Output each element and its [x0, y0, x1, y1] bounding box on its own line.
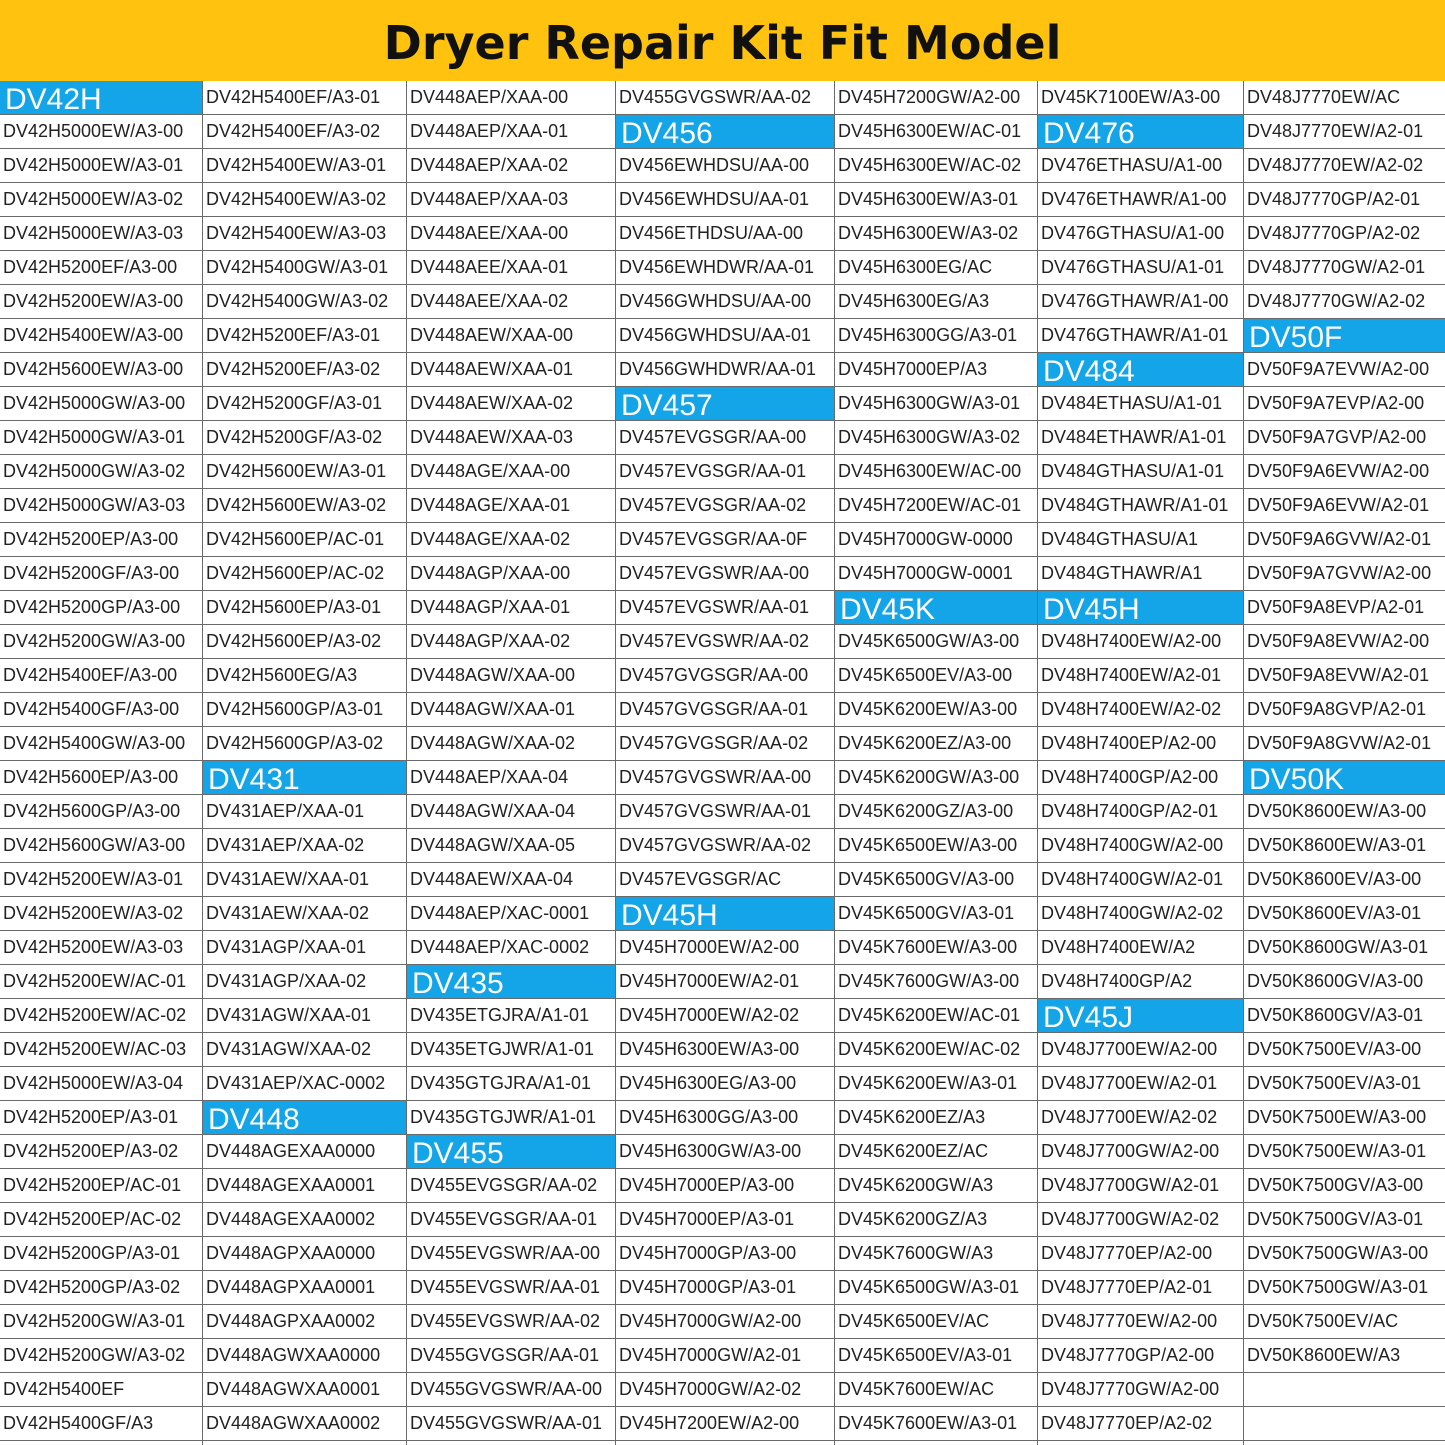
model-cell: DV448AGWXAA0002: [203, 1407, 406, 1441]
model-cell: DV45K7600EW/A3-01: [835, 1407, 1037, 1441]
model-cell: DV448AEW/XAA-01: [407, 353, 615, 387]
model-cell: DV42H5000GW/A3-00: [0, 387, 202, 421]
model-cell: DV48J7770GW/A2-01: [1244, 251, 1445, 285]
model-cell: DV50F9A8EVW/A2-00: [1244, 625, 1445, 659]
model-cell: DV45K6500EW/A3-00: [835, 829, 1037, 863]
model-cell: DV42H5600EP/A3-02: [203, 625, 406, 659]
model-cell: DV448AEP/XAC-0001: [407, 897, 615, 931]
model-cell: DV50F9A8EVP/A2-01: [1244, 591, 1445, 625]
model-cell: DV45H7000EW/A2-01: [616, 965, 834, 999]
model-cell: DV42H5200EW/AC-03: [0, 1033, 202, 1067]
model-cell: DV42H5600GP/A3-01: [203, 693, 406, 727]
model-cell: DV42H5000EW/A3-02: [0, 183, 202, 217]
model-cell: DV457GVGSWR/AA-00: [616, 761, 834, 795]
model-cell: DV455GVGSWR/AA-01: [407, 1407, 615, 1441]
model-cell: DV48J7770GW/A2-02: [1244, 285, 1445, 319]
model-cell: DV45K7600EW/AC: [835, 1373, 1037, 1407]
model-cell: DV448AGEXAA0001: [203, 1169, 406, 1203]
model-cell: DV457GVGSGR/AA-01: [616, 693, 834, 727]
model-cell: DV457EVGSGR/AA-02: [616, 489, 834, 523]
model-cell: DV48J7700GW/A2-00: [1038, 1135, 1243, 1169]
model-cell: DV45K6500EV/A3-01: [835, 1339, 1037, 1373]
model-cell: DV45H7200GW/A2-00: [835, 81, 1037, 115]
model-cell: DV448AGPXAA0002: [203, 1305, 406, 1339]
model-cell: DV42H5400EW/A3-02: [203, 183, 406, 217]
series-header: DV45H: [1038, 591, 1243, 625]
model-cell: DV42H5200EF/A3-01: [203, 319, 406, 353]
model-cell: DV50K8600EW/A3-00: [1244, 795, 1445, 829]
model-cell: DV431AGW/XAA-02: [203, 1033, 406, 1067]
model-cell: DV484GTHAWR/A1-01: [1038, 489, 1243, 523]
model-cell: DV50K7500EV/AC: [1244, 1305, 1445, 1339]
model-cell: DV48J7700EW/A2-02: [1038, 1101, 1243, 1135]
model-cell: DV42H5400EW/A3-03: [203, 217, 406, 251]
model-cell: DV42H5600EP/AC-02: [203, 557, 406, 591]
model-cell: DV42H5200GW/A3-01: [0, 1305, 202, 1339]
model-column: [407, 81, 616, 1445]
model-cell: DV45H6300EW/A3-02: [835, 217, 1037, 251]
model-cell: DV431AGW/XAA-01: [203, 999, 406, 1033]
model-cell: DV45H6300GW/A3-02: [835, 421, 1037, 455]
model-cell: DV431AEP/XAA-02: [203, 829, 406, 863]
model-cell: DV50F9A6GVW/A2-01: [1244, 523, 1445, 557]
model-cell: [1244, 1407, 1445, 1441]
model-cell: DV455GVGSWR/AA-00: [407, 1373, 615, 1407]
model-cell: DV435ETGJRA/A1-01: [407, 999, 615, 1033]
model-cell: DV45K6200EW/A3-01: [835, 1067, 1037, 1101]
model-cell: DV431AGP/XAA-01: [203, 931, 406, 965]
model-cell: DV448AGW/XAA-04: [407, 795, 615, 829]
series-header: DV42H: [0, 81, 202, 115]
model-cell: DV484GTHAWR/A1: [1038, 557, 1243, 591]
model-cell: DV45K6500GW/A3-00: [835, 625, 1037, 659]
model-cell: DV42H5200EW/AC-01: [0, 965, 202, 999]
title-banner: [0, 0, 1445, 81]
model-cell: DV457GVGSWR/AA-02: [616, 829, 834, 863]
series-header: DV45J: [1038, 999, 1243, 1033]
model-cell: DV457EVGSWR/AA-02: [616, 625, 834, 659]
model-cell: [1244, 1373, 1445, 1407]
model-cell: DV50K7500GV/A3-01: [1244, 1203, 1445, 1237]
model-cell: DV48H7400GP/A2-01: [1038, 795, 1243, 829]
model-cell: DV48J7770GW/A2-00: [1038, 1373, 1243, 1407]
model-cell: DV50K8600EW/A3: [1244, 1339, 1445, 1373]
model-cell: DV457GVGSGR/AA-00: [616, 659, 834, 693]
model-cell: DV45H7000GW/A2-01: [616, 1339, 834, 1373]
model-cell: DV45H6300EG/AC: [835, 251, 1037, 285]
model-cell: DV448AGW/XAA-00: [407, 659, 615, 693]
series-header: DV45H: [616, 897, 834, 931]
model-cell: DV448AEP/XAC-0002: [407, 931, 615, 965]
model-cell: DV456EWHDSU/AA-00: [616, 149, 834, 183]
model-cell: DV448AGE/XAA-00: [407, 455, 615, 489]
model-cell: DV435GTGJRA/A1-01: [407, 1067, 615, 1101]
model-column: [835, 81, 1038, 1445]
model-cell: DV45K6200EW/AC-02: [835, 1033, 1037, 1067]
model-cell: DV456GWHDWR/AA-01: [616, 353, 834, 387]
model-cell: DV476GTHAWR/A1-00: [1038, 285, 1243, 319]
series-header: DV45K: [835, 591, 1037, 625]
model-cell: DV48H7400GW/A2-02: [1038, 897, 1243, 931]
model-cell: DV42H5200GF/A3-01: [203, 387, 406, 421]
model-cell: DV435GTGJWR/A1-01: [407, 1101, 615, 1135]
model-cell: DV48J7700GW/A2-01: [1038, 1169, 1243, 1203]
model-cell: DV45K7600GW/A3-00: [835, 965, 1037, 999]
model-cell: DV448AGW/XAA-02: [407, 727, 615, 761]
model-cell: DV45H7000EP/A3-01: [616, 1203, 834, 1237]
model-cell: DV42H5000GW/A3-02: [0, 455, 202, 489]
model-cell: DV45K6200GW/A3-00: [835, 761, 1037, 795]
model-cell: DV45H6300EW/AC-02: [835, 149, 1037, 183]
model-cell: DV45H7200EW/A2-00: [616, 1407, 834, 1441]
model-cell: DV45H7000GW-0001: [835, 557, 1037, 591]
model-cell: DV50F9A7GVW/A2-00: [1244, 557, 1445, 591]
series-header: DV50F: [1244, 319, 1445, 353]
model-cell: DV50K7500EV/A3-00: [1244, 1033, 1445, 1067]
model-cell: DV455GVGSGR/AA-01: [407, 1339, 615, 1373]
page-title: Dryer Repair Kit Fit Model: [383, 15, 1062, 70]
model-cell: DV42H5200GF/A3-00: [0, 557, 202, 591]
model-cell: DV45K6200EW/AC-01: [835, 999, 1037, 1033]
model-cell: DV42H5400GW/A3-00: [0, 727, 202, 761]
model-cell: DV42H5400EF: [0, 1373, 202, 1407]
model-cell: DV435ETGJWR/A1-01: [407, 1033, 615, 1067]
model-cell: DV48J7770GP/A2-02: [1244, 217, 1445, 251]
model-cell: DV42H5600EW/A3-02: [203, 489, 406, 523]
model-cell: DV448AEE/XAA-00: [407, 217, 615, 251]
model-cell: DV484GTHASU/A1: [1038, 523, 1243, 557]
model-cell: DV48J7770EW/A2-01: [1244, 115, 1445, 149]
model-cell: DV448AEP/XAA-03: [407, 183, 615, 217]
model-cell: DV42H5600GP/A3-00: [0, 795, 202, 829]
model-cell: DV42H5200EP/AC-02: [0, 1203, 202, 1237]
model-cell: DV45H7000EP/A3-00: [616, 1169, 834, 1203]
model-cell: DV45H6300EW/AC-00: [835, 455, 1037, 489]
series-header: DV484: [1038, 353, 1243, 387]
model-cell: DV42H5600EW/A3-00: [0, 353, 202, 387]
model-cell: DV42H5200EW/AC-02: [0, 999, 202, 1033]
model-cell: DV42H5200EW/A3-02: [0, 897, 202, 931]
model-cell: DV42H5600EP/A3-01: [203, 591, 406, 625]
model-cell: DV42H5600EP/AC-01: [203, 523, 406, 557]
model-cell: DV45K6500EV/AC: [835, 1305, 1037, 1339]
model-cell: DV457EVGSWR/AA-00: [616, 557, 834, 591]
series-header: DV431: [203, 761, 406, 795]
model-cell: DV448AEE/XAA-02: [407, 285, 615, 319]
model-cell: DV45H7000GW/A2-00: [616, 1305, 834, 1339]
model-cell: DV448AGW/XAA-01: [407, 693, 615, 727]
model-cell: DV42H5600GW/A3-00: [0, 829, 202, 863]
model-cell: DV431AGP/XAA-02: [203, 965, 406, 999]
model-cell: DV457GVGSWR/AA-01: [616, 795, 834, 829]
model-cell: DV42H5000EW/A3-00: [0, 115, 202, 149]
model-cell: DV455GVGSWR/AA-02: [616, 81, 834, 115]
model-cell: DV50K8600GV/A3-00: [1244, 965, 1445, 999]
model-cell: DV42H5000EW/A3-03: [0, 217, 202, 251]
model-cell: DV448AGE/XAA-01: [407, 489, 615, 523]
model-cell: DV448AGPXAA0001: [203, 1271, 406, 1305]
model-cell: DV48H7400EP/A2-00: [1038, 727, 1243, 761]
model-cell: DV45H6300EG/A3-00: [616, 1067, 834, 1101]
model-cell: DV42H5200GF/A3-02: [203, 421, 406, 455]
series-header: DV50K: [1244, 761, 1445, 795]
model-cell: DV45H6300GG/A3-01: [835, 319, 1037, 353]
model-cell: DV484ETHAWR/A1-01: [1038, 421, 1243, 455]
model-cell: DV50K8600EW/A3-01: [1244, 829, 1445, 863]
model-cell: DV42H5000GW/A3-01: [0, 421, 202, 455]
model-cell: DV448AGEXAA0000: [203, 1135, 406, 1169]
model-cell: DV45K6500EV/A3-00: [835, 659, 1037, 693]
model-cell: DV457EVGSGR/AC: [616, 863, 834, 897]
model-cell: DV42H5400GF/A3-00: [0, 693, 202, 727]
model-cell: DV50F9A7GVP/A2-00: [1244, 421, 1445, 455]
model-cell: DV45H7000EP/A3: [835, 353, 1037, 387]
model-cell: DV45K6200EZ/A3: [835, 1101, 1037, 1135]
model-cell: DV42H5600EW/A3-01: [203, 455, 406, 489]
model-cell: DV448AEW/XAA-03: [407, 421, 615, 455]
model-cell: DV45H7000EW/A2-02: [616, 999, 834, 1033]
model-cell: DV50K8600EV/A3-00: [1244, 863, 1445, 897]
model-column: [1038, 81, 1244, 1445]
model-cell: DV476ETHAWR/A1-00: [1038, 183, 1243, 217]
model-cell: DV42H5000GW/A3-03: [0, 489, 202, 523]
model-cell: DV45H6300GW/A3-01: [835, 387, 1037, 421]
model-cell: DV448AEP/XAA-00: [407, 81, 615, 115]
model-cell: DV45K6200GZ/A3-00: [835, 795, 1037, 829]
model-cell: DV455EVGSWR/AA-01: [407, 1271, 615, 1305]
model-cell: DV48H7400GW/A2-01: [1038, 863, 1243, 897]
model-cell: DV448AGEXAA0002: [203, 1203, 406, 1237]
model-cell: DV48J7770EP/A2-00: [1038, 1237, 1243, 1271]
model-cell: DV48J7770EP/A2-02: [1038, 1407, 1243, 1441]
model-cell: DV48J7770EW/AC: [1244, 81, 1445, 115]
model-cell: DV484ETHASU/A1-01: [1038, 387, 1243, 421]
model-cell: DV42H5000EW/A3-01: [0, 149, 202, 183]
model-cell: DV456ETHDSU/AA-00: [616, 217, 834, 251]
model-cell: DV50K8600GV/A3-01: [1244, 999, 1445, 1033]
model-cell: DV50K7500GW/A3-01: [1244, 1271, 1445, 1305]
model-column: [616, 81, 835, 1445]
model-cell: DV42H5400EF/A3-01: [203, 81, 406, 115]
model-cell: DV50F9A8GVP/A2-01: [1244, 693, 1445, 727]
model-cell: DV45K7600EW/A3-00: [835, 931, 1037, 965]
model-cell: DV42H5200EW/A3-03: [0, 931, 202, 965]
series-header: DV456: [616, 115, 834, 149]
model-cell: DV448AGWXAA0001: [203, 1373, 406, 1407]
model-cell: DV42H5400GW/A3-02: [203, 285, 406, 319]
model-cell: DV45H7000GP/A3-00: [616, 1237, 834, 1271]
model-cell: DV48H7400EW/A2-01: [1038, 659, 1243, 693]
model-cell: DV45K6500GV/A3-00: [835, 863, 1037, 897]
model-cell: DV42H5200EF/A3-02: [203, 353, 406, 387]
model-cell: DV45H6300EG/A3: [835, 285, 1037, 319]
series-header: DV476: [1038, 115, 1243, 149]
model-cell: DV457GVGSGR/AA-02: [616, 727, 834, 761]
model-cell: DV476GTHASU/A1-00: [1038, 217, 1243, 251]
model-cell: DV45K6200EW/A3-00: [835, 693, 1037, 727]
model-cell: DV50F9A8GVW/A2-01: [1244, 727, 1445, 761]
series-header: DV455: [407, 1135, 615, 1169]
model-cell: DV50F9A7EVW/A2-00: [1244, 353, 1445, 387]
model-cell: DV448AGE/XAA-02: [407, 523, 615, 557]
model-cell: DV448AEE/XAA-01: [407, 251, 615, 285]
model-cell: DV45K6500GW/A3-01: [835, 1271, 1037, 1305]
model-cell: DV431AEW/XAA-01: [203, 863, 406, 897]
model-cell: DV476GTHASU/A1-01: [1038, 251, 1243, 285]
model-cell: DV45K7600GW/A3: [835, 1237, 1037, 1271]
model-cell: DV448AEP/XAA-01: [407, 115, 615, 149]
model-cell: DV45K6200EZ/A3-00: [835, 727, 1037, 761]
model-cell: DV48H7400GW/A2-00: [1038, 829, 1243, 863]
model-column: [203, 81, 407, 1445]
model-cell: DV50K7500EW/A3-01: [1244, 1135, 1445, 1169]
model-cell: DV42H5400EW/A3-00: [0, 319, 202, 353]
model-cell: DV456GWHDSU/AA-01: [616, 319, 834, 353]
model-cell: DV42H5400EF/A3-00: [0, 659, 202, 693]
model-cell: DV50K7500EV/A3-01: [1244, 1067, 1445, 1101]
model-cell: DV431AEP/XAC-0002: [203, 1067, 406, 1101]
model-cell: DV42H5200GW/A3-00: [0, 625, 202, 659]
model-cell: DV431AEP/XAA-01: [203, 795, 406, 829]
model-cell: DV42H5000EW/A3-04: [0, 1067, 202, 1101]
model-cell: DV42H5200GP/A3-01: [0, 1237, 202, 1271]
model-cell: DV48J7700EW/A2-01: [1038, 1067, 1243, 1101]
model-cell: DV45K7100EW/A3-00: [1038, 81, 1243, 115]
model-cell: DV50K8600EV/A3-01: [1244, 897, 1445, 931]
model-cell: DV45H6300EW/A3-01: [835, 183, 1037, 217]
model-cell: DV48J7770GP/A2-01: [1244, 183, 1445, 217]
model-cell: DV45H6300EW/A3-00: [616, 1033, 834, 1067]
model-cell: DV45H6300EW/AC-01: [835, 115, 1037, 149]
model-cell: DV45K6200GW/A3: [835, 1169, 1037, 1203]
model-column: [0, 81, 203, 1445]
model-cell: DV455EVGSGR/AA-02: [407, 1169, 615, 1203]
series-header: DV435: [407, 965, 615, 999]
model-cell: DV45H7000GP/A3-01: [616, 1271, 834, 1305]
model-cell: DV455EVGSWR/AA-00: [407, 1237, 615, 1271]
model-cell: DV50K7500GW/A3-00: [1244, 1237, 1445, 1271]
model-cell: DV42H5200EW/A3-00: [0, 285, 202, 319]
model-cell: DV42H5200GP/A3-02: [0, 1271, 202, 1305]
model-cell: DV48H7400EW/A2-00: [1038, 625, 1243, 659]
model-cell: DV456GWHDSU/AA-00: [616, 285, 834, 319]
model-cell: DV50F9A8EVW/A2-01: [1244, 659, 1445, 693]
model-cell: DV45H6300GW/A3-00: [616, 1135, 834, 1169]
model-cell: DV50F9A7EVP/A2-00: [1244, 387, 1445, 421]
model-cell: DV448AGP/XAA-00: [407, 557, 615, 591]
model-table: [0, 81, 1445, 1445]
model-cell: DV42H5400GW/A3-01: [203, 251, 406, 285]
model-cell: DV484GTHASU/A1-01: [1038, 455, 1243, 489]
model-cell: DV42H5200GW/A3-02: [0, 1339, 202, 1373]
model-cell: DV455EVGSWR/AA-02: [407, 1305, 615, 1339]
model-cell: DV50F9A6EVW/A2-01: [1244, 489, 1445, 523]
model-cell: DV42H5200EW/A3-01: [0, 863, 202, 897]
model-cell: DV448AGWXAA0000: [203, 1339, 406, 1373]
model-cell: DV476ETHASU/A1-00: [1038, 149, 1243, 183]
model-cell: DV476GTHAWR/A1-01: [1038, 319, 1243, 353]
model-cell: DV456EWHDWR/AA-01: [616, 251, 834, 285]
model-cell: DV42H5600GP/A3-02: [203, 727, 406, 761]
model-cell: DV48J7770GP/A2-00: [1038, 1339, 1243, 1373]
model-cell: DV456EWHDSU/AA-01: [616, 183, 834, 217]
model-cell: DV42H5200EP/A3-00: [0, 523, 202, 557]
model-cell: DV448AEW/XAA-00: [407, 319, 615, 353]
model-cell: DV45H6300GG/A3-00: [616, 1101, 834, 1135]
model-cell: DV42H5400GF/A3: [0, 1407, 202, 1441]
model-cell: DV42H5600EP/A3-00: [0, 761, 202, 795]
series-header: DV448: [203, 1101, 406, 1135]
model-cell: DV448AEP/XAA-04: [407, 761, 615, 795]
model-cell: DV457EVGSGR/AA-01: [616, 455, 834, 489]
model-cell: DV48J7770EW/A2-00: [1038, 1305, 1243, 1339]
model-cell: DV42H5200EP/A3-01: [0, 1101, 202, 1135]
model-cell: DV431AEW/XAA-02: [203, 897, 406, 931]
model-cell: DV448AEW/XAA-04: [407, 863, 615, 897]
series-header: DV457: [616, 387, 834, 421]
model-cell: DV45H7000GW/A2-02: [616, 1373, 834, 1407]
model-cell: DV42H5200GP/A3-00: [0, 591, 202, 625]
model-cell: DV50K8600GW/A3-01: [1244, 931, 1445, 965]
model-cell: DV48J7700GW/A2-02: [1038, 1203, 1243, 1237]
model-cell: DV448AGP/XAA-02: [407, 625, 615, 659]
model-cell: DV448AGP/XAA-01: [407, 591, 615, 625]
model-cell: DV45H7000GW-0000: [835, 523, 1037, 557]
model-cell: DV48J7770EP/A2-01: [1038, 1271, 1243, 1305]
model-cell: DV48H7400GP/A2-00: [1038, 761, 1243, 795]
model-cell: DV42H5200EF/A3-00: [0, 251, 202, 285]
model-cell: DV50K7500GV/A3-00: [1244, 1169, 1445, 1203]
model-cell: DV42H5400EW/A3-01: [203, 149, 406, 183]
model-cell: DV45H7000EW/A2-00: [616, 931, 834, 965]
model-cell: DV457EVGSWR/AA-01: [616, 591, 834, 625]
model-cell: DV45H7200EW/AC-01: [835, 489, 1037, 523]
model-cell: DV45K6200GZ/A3: [835, 1203, 1037, 1237]
model-cell: DV448AEW/XAA-02: [407, 387, 615, 421]
model-cell: DV48H7400GP/A2: [1038, 965, 1243, 999]
model-cell: DV457EVGSGR/AA-0F: [616, 523, 834, 557]
model-cell: DV50K7500EW/A3-00: [1244, 1101, 1445, 1135]
model-cell: DV457EVGSGR/AA-00: [616, 421, 834, 455]
model-cell: DV48J7770EW/A2-02: [1244, 149, 1445, 183]
model-cell: DV448AGPXAA0000: [203, 1237, 406, 1271]
model-column: [1244, 81, 1445, 1445]
model-cell: DV48J7700EW/A2-00: [1038, 1033, 1243, 1067]
model-cell: DV45K6500GV/A3-01: [835, 897, 1037, 931]
model-cell: DV42H5200EP/AC-01: [0, 1169, 202, 1203]
model-cell: DV42H5400EF/A3-02: [203, 115, 406, 149]
model-cell: DV42H5600EG/A3: [203, 659, 406, 693]
model-cell: DV448AGW/XAA-05: [407, 829, 615, 863]
model-cell: DV48H7400EW/A2-02: [1038, 693, 1243, 727]
model-cell: DV448AEP/XAA-02: [407, 149, 615, 183]
model-cell: DV48H7400EW/A2: [1038, 931, 1243, 965]
model-cell: DV50F9A6EVW/A2-00: [1244, 455, 1445, 489]
model-cell: DV45K6200EZ/AC: [835, 1135, 1037, 1169]
model-cell: DV455EVGSGR/AA-01: [407, 1203, 615, 1237]
model-cell: DV42H5200EP/A3-02: [0, 1135, 202, 1169]
